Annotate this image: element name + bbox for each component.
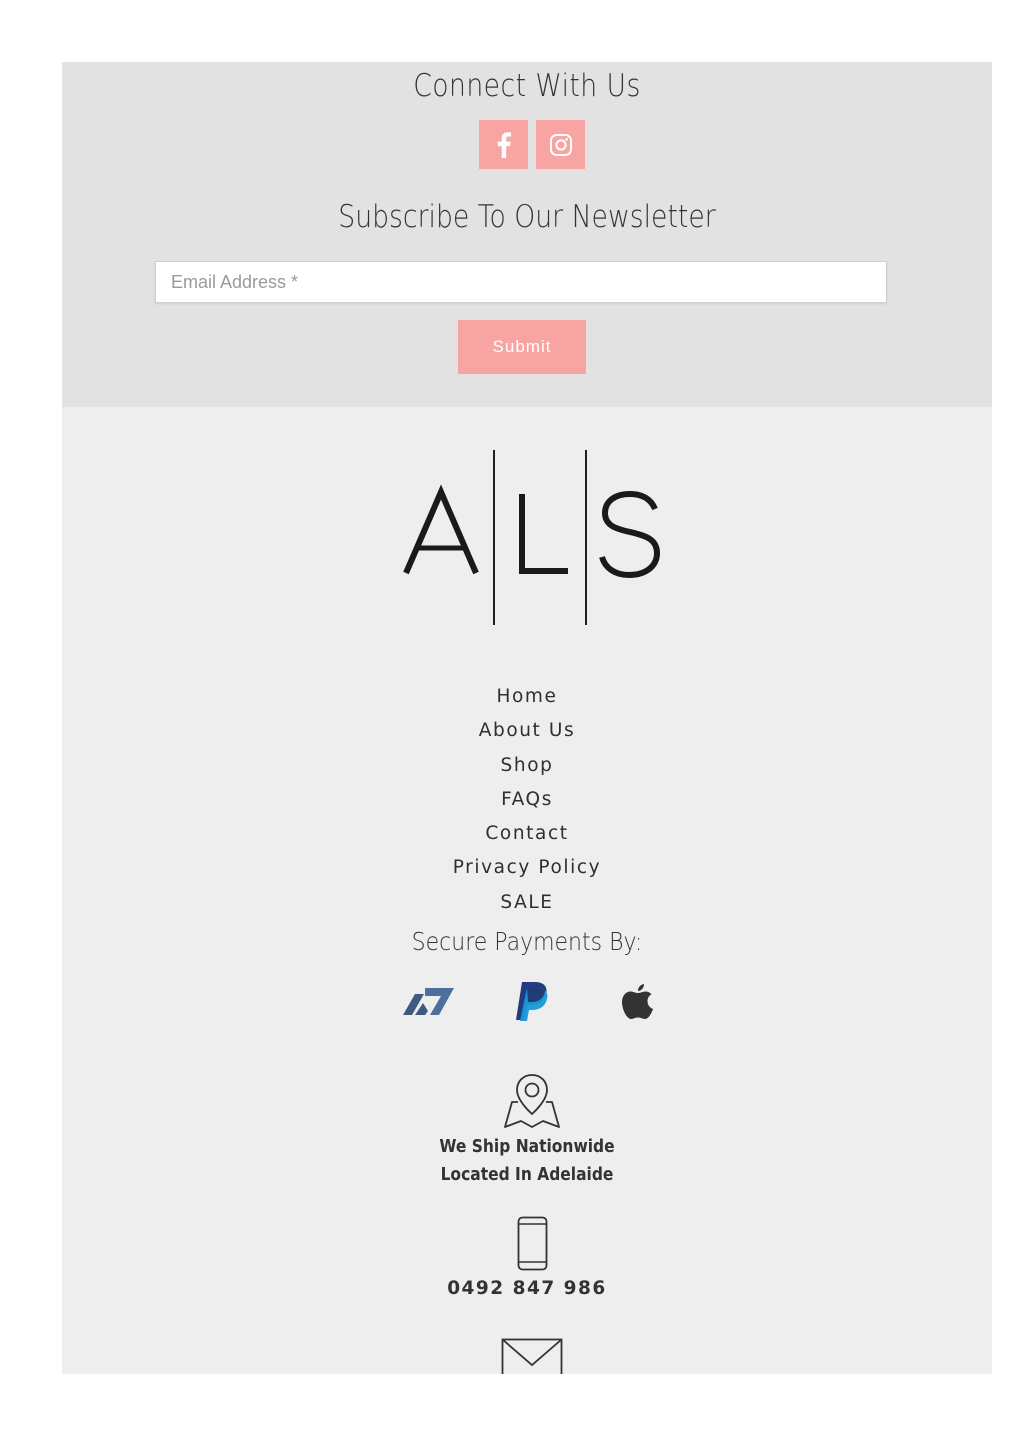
newsletter-heading: Subscribe To Our Newsletter [338,199,716,235]
nav-privacy-policy[interactable]: Privacy Policy [452,857,602,879]
facebook-icon [497,132,511,158]
footer-container [62,62,992,1374]
located-in-text: Located In Adelaide [440,1164,614,1185]
email-input[interactable] [155,261,887,303]
instagram-icon [549,133,573,157]
als-logo[interactable] [398,442,663,637]
mail-icon [501,1338,563,1374]
nav-faqs[interactable]: FAQs [501,788,553,810]
phone-icon [517,1216,548,1272]
footer-nav [62,682,992,922]
payments-heading: Secure Payments By: [411,927,643,956]
connect-section [62,62,992,407]
facebook-button[interactable] [479,120,528,169]
nav-contact[interactable]: Contact [485,823,569,845]
ship-nationwide-text: We Ship Nationwide [439,1136,615,1157]
paypal-icon [513,980,551,1022]
phone-number[interactable]: 0492 847 986 [447,1278,607,1299]
connect-heading: Connect With Us [413,68,641,104]
map-pin-icon [503,1072,561,1130]
nav-home[interactable]: Home [496,686,558,707]
submit-button[interactable]: Submit [458,320,586,374]
nav-sale[interactable]: SALE [500,891,554,913]
nav-about-us[interactable]: About Us [478,720,576,742]
nav-shop[interactable]: Shop [500,754,554,776]
instagram-button[interactable] [536,120,585,169]
apple-pay-icon [621,981,655,1021]
afterpay-icon [401,984,455,1018]
